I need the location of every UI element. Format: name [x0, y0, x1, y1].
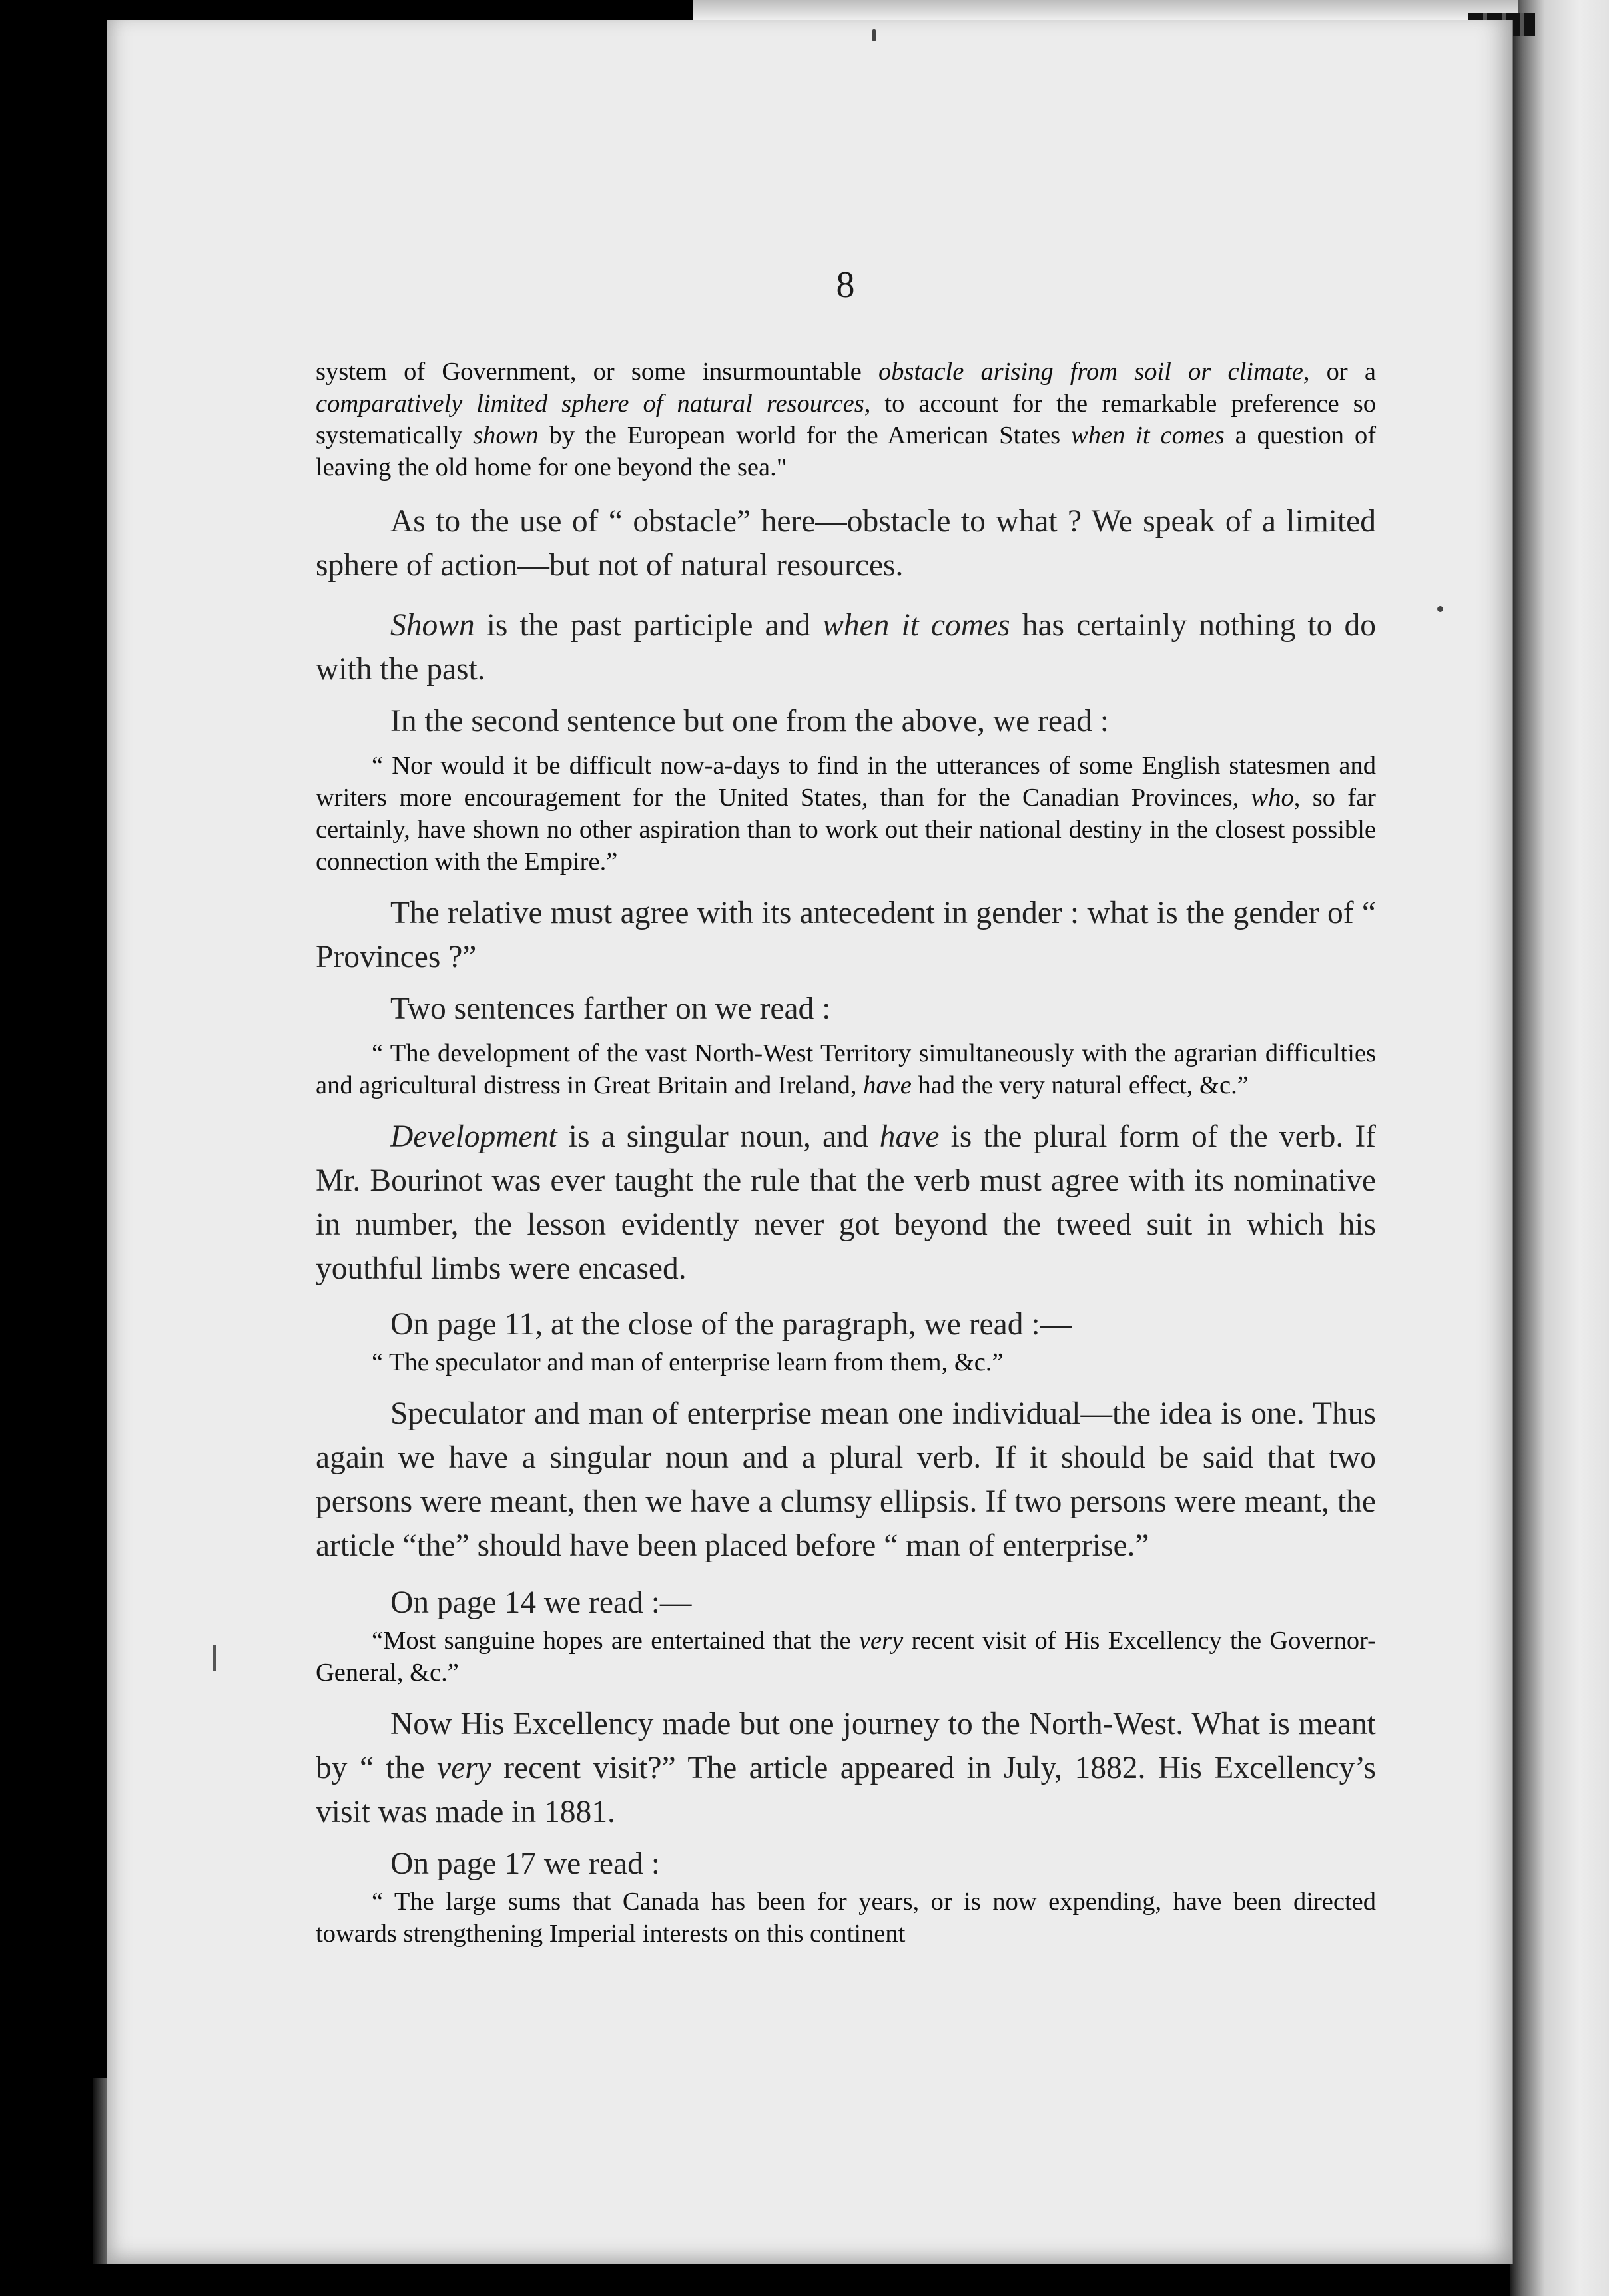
quote-visit: [316, 1625, 1376, 1689]
paper-speck: [1437, 606, 1443, 612]
text-column: [316, 266, 1376, 1950]
text-span: recent visit?” The article appeared in July, 1882. His Excellency’s visit was made in 1881.: [316, 1751, 1376, 1829]
quote-speculator: “ The speculator and man of enterprise learn from them, &c.”: [372, 1348, 1004, 1376]
text-span: , or a: [1303, 358, 1376, 386]
text-span: is the plural form of the verb. If Mr. Bourinot was ever taught the rule that the verb must agree with its nominative in number, the lesson evidently never got beyond the tweed suit in which his youthful limbs were encased.: [316, 1119, 1376, 1286]
paragraph-excellency: [316, 1702, 1376, 1834]
text-span: by the European world for the American States: [538, 422, 1072, 449]
italic-span: have: [863, 1071, 912, 1099]
italic-span: who: [1251, 784, 1294, 812]
italic-span: shown: [473, 422, 539, 449]
italic-span: Shown: [390, 608, 475, 643]
paragraph-page-11: On page 11, at the close of the paragraph, we read :—: [390, 1307, 1072, 1342]
paper-speck: [872, 29, 876, 41]
text-span: recent visit of His Excellency the Governor-General, &c.”: [316, 1627, 1376, 1687]
paragraph-obstacle: As to the use of “ obstacle” here—obstacle to what ? We speak of a limited sphere of action—but not of natural resources.: [316, 504, 1376, 583]
top-sheet-edge: [693, 0, 1518, 21]
paragraph-shown: [316, 603, 1376, 691]
text-span: had the very natural effect, &c.”: [911, 1071, 1249, 1099]
text-span: is the past participle and: [474, 608, 823, 643]
text-span: is a singular noun, and: [557, 1119, 880, 1154]
paragraph-speculator: Speculator and man of enterprise mean one individual—the idea is one. Thus again we have a singular noun and a plural verb. If it should be said that two persons were meant, then we have a clumsy ellipsis. If two persons were meant, the article “the” should have been placed before “ man of enterprise.”: [316, 1396, 1376, 1563]
text-span: system of Government, or some insurmountable: [316, 358, 879, 386]
paragraph-relative: The relative must agree with its antecedent in gender : what is the gender of “ Provinces ?”: [316, 896, 1376, 974]
text-span: , so far certainly, have shown no other aspiration than to work out their national destiny in the closest possible connection with the Empire.”: [316, 784, 1376, 876]
italic-span: very: [437, 1751, 491, 1785]
paragraph-development: [316, 1115, 1376, 1291]
quote-sums: “ The large sums that Canada has been for years, or is now expending, have been directed towards strengthening Imperial interests on this continent: [316, 1888, 1376, 1948]
italic-span: very: [858, 1627, 904, 1655]
italic-span: have: [879, 1119, 940, 1154]
text-span: “ The development of the vast North-West Territory simultaneously with the agrarian difficulties and agricultural distress in Great Britain and Ireland,: [316, 1039, 1376, 1099]
back-sheet-edge: [1510, 0, 1609, 2296]
quote-intro-continued: [316, 356, 1376, 483]
text-span: , to account for the remarkable preference so systematically: [316, 390, 1376, 449]
paragraph-page-17: On page 17 we read :: [390, 1847, 660, 1881]
text-span: “Most sanguine hopes are entertained that the: [372, 1627, 859, 1655]
italic-span: Development: [390, 1119, 557, 1154]
paper-mark: [213, 1645, 216, 1671]
italic-span: when it comes: [822, 608, 1010, 643]
italic-span: comparatively limited sphere of natural resources: [316, 390, 864, 418]
paragraph-page-14: On page 14 we read :—: [390, 1585, 692, 1620]
paragraph-second-sentence: In the second sentence but one from the above, we read :: [390, 704, 1109, 738]
text-span: a question of leaving the old home for one beyond the sea.": [316, 422, 1377, 481]
page-number: 8: [836, 264, 856, 306]
text-span: “ Nor would it be difficult now-a-days to find in the utterances of some English statesmen and writers more encouragement for the United States, than for the Canadian Provinces,: [316, 752, 1376, 812]
text-span: Now His Excellency made but one journey to the North-West. What is meant by “ the: [316, 1707, 1376, 1785]
italic-span: obstacle arising from soil or climate: [878, 358, 1303, 386]
text-span: has certainly nothing to do with the past.: [316, 608, 1376, 687]
quote-development: [316, 1037, 1376, 1101]
paragraph-two-sentences: Two sentences farther on we read :: [390, 992, 831, 1026]
italic-span: when it comes: [1071, 422, 1225, 449]
quote-provinces: [316, 750, 1376, 878]
